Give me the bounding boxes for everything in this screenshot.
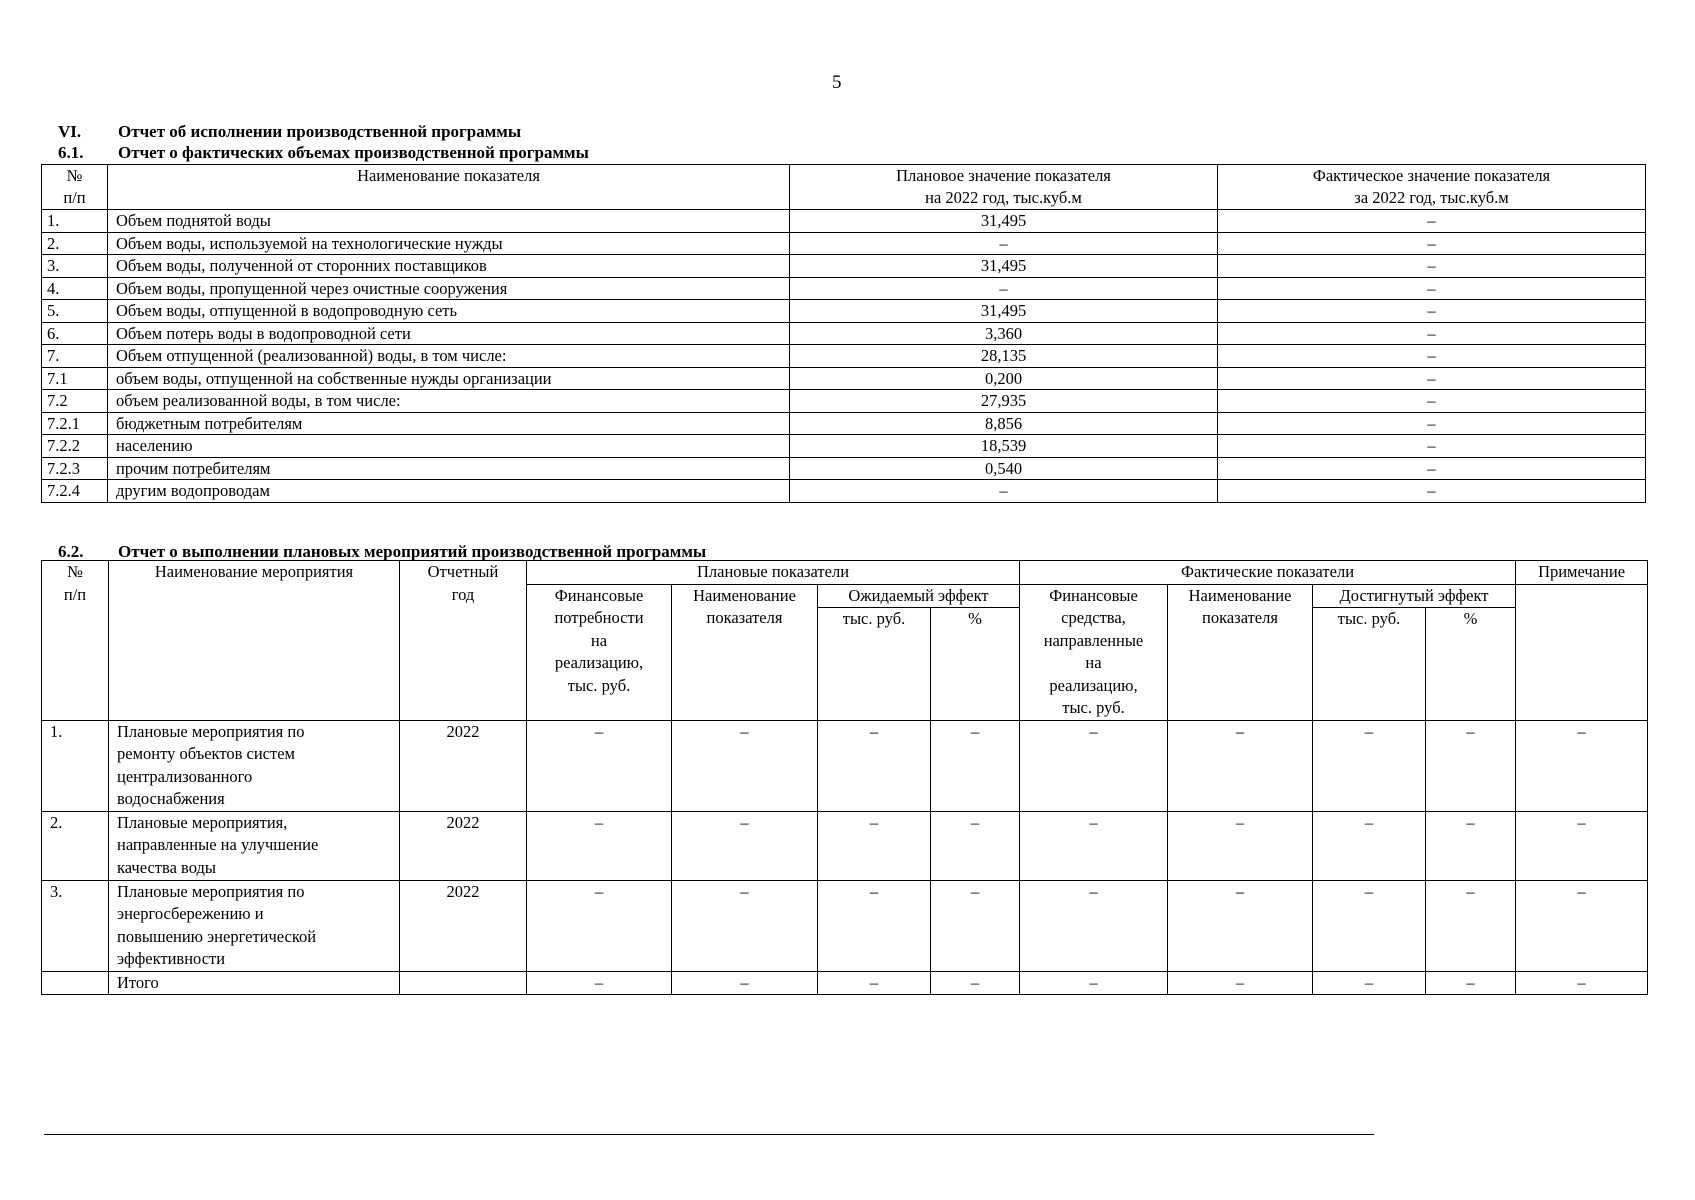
col-header-num: № п/п <box>42 165 108 210</box>
table-row <box>42 811 1648 880</box>
total-label: Итого <box>109 971 400 995</box>
fact-value: – <box>1218 457 1646 480</box>
fact-value: – <box>1218 390 1646 413</box>
section-6-2-heading <box>58 542 706 562</box>
table-row <box>42 457 1646 480</box>
plan-value: 31,495 <box>790 255 1218 278</box>
plan-value: 0,540 <box>790 457 1218 480</box>
planned-measures-table <box>41 560 1648 995</box>
row-number: 3. <box>42 255 108 278</box>
col-header-plan-pct: % <box>931 608 1020 720</box>
fact-value: – <box>1218 367 1646 390</box>
fact-fin: – <box>1020 811 1168 880</box>
fact-thr: – <box>1313 811 1426 880</box>
section-6-1-heading <box>58 143 589 163</box>
fact-value: – <box>1218 300 1646 323</box>
fact-pct: – <box>1426 880 1516 971</box>
plan-value: 0,200 <box>790 367 1218 390</box>
plan-value: 28,135 <box>790 345 1218 368</box>
measure-name: Плановые мероприятия по ремонту объектов систем централизованного водоснабжения <box>109 720 400 811</box>
col-header-fact: Фактическое значение показателя за 2022 год, тыс.куб.м <box>1218 165 1646 210</box>
indicator-name: прочим потребителям <box>108 457 790 480</box>
indicator-name: Объем поднятой воды <box>108 210 790 233</box>
fact-value: – <box>1218 322 1646 345</box>
plan-value: 8,856 <box>790 412 1218 435</box>
row-number: 7.2.1 <box>42 412 108 435</box>
table-row <box>42 345 1646 368</box>
plan-value: 18,539 <box>790 435 1218 458</box>
row-number: 7.1 <box>42 367 108 390</box>
indicator-name: объем воды, отпущенной на собственные нужды организации <box>108 367 790 390</box>
note: – <box>1516 971 1648 995</box>
indicator-name: Объем воды, используемой на технологические нужды <box>108 232 790 255</box>
fact-pct: – <box>1426 971 1516 995</box>
fact-pct: – <box>1426 720 1516 811</box>
plan-value: – <box>790 480 1218 503</box>
fact-value: – <box>1218 412 1646 435</box>
plan-fin: – <box>527 811 672 880</box>
plan-value: 31,495 <box>790 300 1218 323</box>
section-vi-heading <box>58 122 521 142</box>
fact-indicator: – <box>1168 880 1313 971</box>
fact-value: – <box>1218 435 1646 458</box>
table-row <box>42 255 1646 278</box>
plan-pct: – <box>931 720 1020 811</box>
col-header-fact-effect: Достигнутый эффект <box>1313 584 1516 608</box>
indicator-name: другим водопроводам <box>108 480 790 503</box>
fact-thr: – <box>1313 971 1426 995</box>
fact-value: – <box>1218 210 1646 233</box>
section-title: Отчет о выполнении плановых мероприятий производственной программы <box>118 542 707 561</box>
row-number: 7.2.4 <box>42 480 108 503</box>
row-number: 1. <box>42 720 109 811</box>
row-number <box>42 971 109 995</box>
plan-fin: – <box>527 880 672 971</box>
table-row <box>42 880 1648 971</box>
plan-value: 3,360 <box>790 322 1218 345</box>
fact-value: – <box>1218 232 1646 255</box>
plan-pct: – <box>931 811 1020 880</box>
col-header-note: Примечание <box>1516 561 1648 585</box>
section-title: Отчет об исполнении производственной программы <box>118 122 522 141</box>
col-group-fact: Фактические показатели <box>1020 561 1516 585</box>
note: – <box>1516 880 1648 971</box>
plan-thr: – <box>818 720 931 811</box>
section-number: 6.2. <box>58 542 84 561</box>
col-header-plan-indicator: Наименование показателя <box>672 584 818 720</box>
fact-value: – <box>1218 277 1646 300</box>
plan-value: – <box>790 277 1218 300</box>
fact-value: – <box>1218 480 1646 503</box>
row-number: 2. <box>42 232 108 255</box>
plan-fin: – <box>527 971 672 995</box>
total-row <box>42 971 1648 995</box>
plan-pct: – <box>931 971 1020 995</box>
row-number: 3. <box>42 880 109 971</box>
fact-indicator: – <box>1168 720 1313 811</box>
page-number: 5 <box>832 72 842 93</box>
plan-thr: – <box>818 811 931 880</box>
plan-value: 27,935 <box>790 390 1218 413</box>
col-group-plan: Плановые показатели <box>527 561 1020 585</box>
production-volumes-table <box>41 164 1646 503</box>
table-row <box>42 210 1646 233</box>
indicator-name: объем реализованной воды, в том числе: <box>108 390 790 413</box>
indicator-name: Объем воды, пропущенной через очистные сооружения <box>108 277 790 300</box>
row-number: 7.2.3 <box>42 457 108 480</box>
plan-value: – <box>790 232 1218 255</box>
row-number: 5. <box>42 300 108 323</box>
measure-name: Плановые мероприятия по энергосбережению и повышению энергетической эффективности <box>109 880 400 971</box>
plan-indicator: – <box>672 971 818 995</box>
row-number: 1. <box>42 210 108 233</box>
table-row <box>42 480 1646 503</box>
col-header-plan-thr: тыс. руб. <box>818 608 931 720</box>
fact-thr: – <box>1313 880 1426 971</box>
fact-thr: – <box>1313 720 1426 811</box>
col-header-name: Наименование показателя <box>108 165 790 210</box>
plan-indicator: – <box>672 720 818 811</box>
col-header-fact-indicator: Наименование показателя <box>1168 584 1313 720</box>
indicator-name: Объем воды, полученной от сторонних поставщиков <box>108 255 790 278</box>
fact-fin: – <box>1020 880 1168 971</box>
row-number: 7.2.2 <box>42 435 108 458</box>
row-number: 7. <box>42 345 108 368</box>
col-header-year: Отчетный год <box>400 561 527 721</box>
row-number: 2. <box>42 811 109 880</box>
report-year: 2022 <box>400 811 527 880</box>
plan-fin: – <box>527 720 672 811</box>
report-year: 2022 <box>400 720 527 811</box>
fact-fin: – <box>1020 971 1168 995</box>
plan-pct: – <box>931 880 1020 971</box>
fact-pct: – <box>1426 811 1516 880</box>
table-row <box>42 435 1646 458</box>
table-row <box>42 720 1648 811</box>
table-row <box>42 277 1646 300</box>
col-header-fact-thr: тыс. руб. <box>1313 608 1426 720</box>
indicator-name: Объем отпущенной (реализованной) воды, в том числе: <box>108 345 790 368</box>
plan-thr: – <box>818 880 931 971</box>
col-header-name: Наименование мероприятия <box>109 561 400 721</box>
indicator-name: Объем потерь воды в водопроводной сети <box>108 322 790 345</box>
section-title: Отчет о фактических объемах производственной программы <box>118 143 589 162</box>
report-year <box>400 971 527 995</box>
measure-name: Плановые мероприятия, направленные на улучшение качества воды <box>109 811 400 880</box>
table-row <box>42 390 1646 413</box>
indicator-name: бюджетным потребителям <box>108 412 790 435</box>
table-row <box>42 412 1646 435</box>
row-number: 4. <box>42 277 108 300</box>
col-header-plan-effect: Ожидаемый эффект <box>818 584 1020 608</box>
table-header-row <box>42 165 1646 210</box>
indicator-name: Объем воды, отпущенной в водопроводную сеть <box>108 300 790 323</box>
col-header-plan: Плановое значение показателя на 2022 год, тыс.куб.м <box>790 165 1218 210</box>
plan-indicator: – <box>672 811 818 880</box>
fact-indicator: – <box>1168 971 1313 995</box>
note: – <box>1516 811 1648 880</box>
table-row <box>42 300 1646 323</box>
row-number: 7.2 <box>42 390 108 413</box>
plan-indicator: – <box>672 880 818 971</box>
fact-fin: – <box>1020 720 1168 811</box>
section-number: 6.1. <box>58 143 84 162</box>
plan-thr: – <box>818 971 931 995</box>
fact-value: – <box>1218 345 1646 368</box>
indicator-name: населению <box>108 435 790 458</box>
section-number: VI. <box>58 122 82 141</box>
table-row <box>42 367 1646 390</box>
note: – <box>1516 720 1648 811</box>
col-header-fact-fin: Финансовые средства, направленные на реализацию, тыс. руб. <box>1020 584 1168 720</box>
plan-value: 31,495 <box>790 210 1218 233</box>
report-year: 2022 <box>400 880 527 971</box>
fact-value: – <box>1218 255 1646 278</box>
table-row <box>42 322 1646 345</box>
row-number: 6. <box>42 322 108 345</box>
footer-rule <box>44 1134 1374 1135</box>
col-header-fact-pct: % <box>1426 608 1516 720</box>
fact-indicator: – <box>1168 811 1313 880</box>
col-header-num: № п/п <box>42 561 109 721</box>
col-header-note-empty <box>1516 584 1648 720</box>
table-row <box>42 232 1646 255</box>
table-header-row <box>42 561 1648 585</box>
col-header-plan-fin: Финансовые потребности на реализацию, тыс. руб. <box>527 584 672 720</box>
